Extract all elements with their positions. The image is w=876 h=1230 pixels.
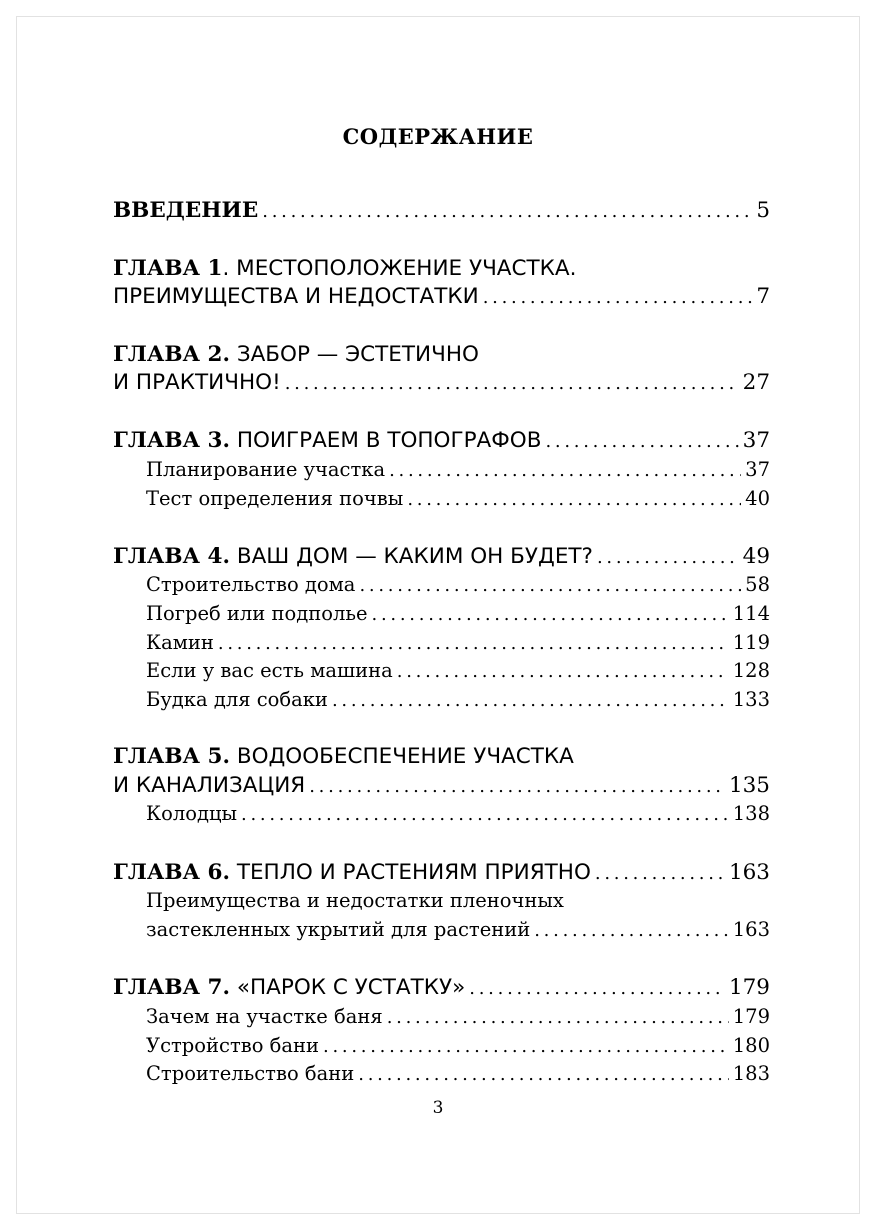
chapter-label: ГЛАВА 6.: [113, 860, 230, 885]
page-number: 135: [728, 773, 770, 798]
chapter-title: ВАШ ДОМ — КАКИМ ОН БУДЕТ?: [229, 544, 593, 569]
toc-subentry[interactable]: [146, 631, 770, 660]
subentry-title: Зачем на участке баня: [146, 1005, 383, 1028]
chapter-title: ВОДООБЕСПЕЧЕНИЕ УЧАСТКА: [229, 744, 574, 769]
page-number: 163: [728, 860, 770, 885]
chapter-label: ГЛАВА 1: [113, 256, 223, 281]
page-number: 49: [742, 544, 770, 569]
subentry-title: Устройство бани: [146, 1034, 320, 1057]
chapter-title: ЗАБОР — ЭСТЕТИЧНО: [229, 342, 479, 367]
chapter-title: «ПАРОК С УСТАТКУ»: [229, 975, 466, 1000]
dot-leader: [358, 1064, 729, 1085]
page-number: 163: [732, 918, 770, 941]
chapter-title: ПРЕИМУЩЕСТВА И НЕДОСТАТКИ: [113, 284, 479, 309]
page-number: 180: [732, 1034, 770, 1057]
page-folio: 3: [432, 1098, 444, 1118]
toc-entry-ch7[interactable]: [113, 975, 770, 1004]
toc-subentry[interactable]: [146, 487, 770, 516]
page-number: 119: [732, 631, 770, 654]
page-number: 183: [732, 1062, 770, 1085]
chapter-label: ГЛАВА 5.: [113, 744, 230, 769]
toc-subentry[interactable]: [146, 1005, 770, 1034]
dot-leader: [323, 1036, 729, 1057]
page-number: 58: [745, 573, 770, 596]
toc-entry-ch2[interactable]: [113, 370, 770, 399]
toc-entry-ch1[interactable]: [113, 284, 770, 313]
toc-subentry-line1[interactable]: Преимущества и недостатки пленочных: [146, 889, 564, 912]
page-number: 179: [728, 975, 770, 1000]
subentry-title: Строительство бани: [146, 1062, 355, 1085]
dot-leader: [595, 863, 725, 884]
toc-heading: СОДЕРЖАНИЕ: [342, 124, 534, 149]
toc-subentry[interactable]: [146, 1062, 770, 1091]
chapter-label: ГЛАВА 4.: [113, 544, 230, 569]
chapter-label: ГЛАВА 7.: [113, 975, 230, 1000]
dot-leader: [218, 633, 729, 654]
subentry-title: Колодцы: [146, 802, 238, 825]
toc-subentry[interactable]: [146, 458, 770, 487]
subentry-title: Будка для собаки: [146, 688, 328, 711]
subentry-title: Камин: [146, 631, 214, 654]
chapter-title: ПОИГРАЕМ В ТОПОГРАФОВ: [229, 428, 542, 453]
toc-entry-ch5[interactable]: [113, 773, 770, 802]
toc-subentry[interactable]: [146, 1034, 770, 1063]
toc-entry-ch5-line1[interactable]: [113, 744, 574, 769]
subentry-title: застекленных укрытий для растений: [146, 918, 531, 941]
toc-entry-ch1-line1[interactable]: [113, 256, 576, 281]
dot-leader: [534, 920, 729, 941]
chapter-title: И КАНАЛИЗАЦИЯ: [113, 773, 306, 798]
toc-subentry[interactable]: [146, 688, 770, 717]
page-number: 179: [732, 1005, 770, 1028]
dot-leader: [241, 804, 729, 825]
page-number: 114: [732, 602, 770, 625]
subentry-title: Строительство дома: [146, 573, 356, 596]
toc-entry-ch2-line1[interactable]: [113, 342, 479, 367]
toc-entry-ch6[interactable]: [113, 860, 770, 889]
page-number: 27: [742, 370, 770, 395]
dot-leader: [483, 287, 753, 308]
toc-entry-ch4[interactable]: [113, 544, 770, 573]
toc-subentry[interactable]: [146, 602, 770, 631]
toc-entry-intro[interactable]: [113, 198, 770, 227]
toc-subentry[interactable]: [146, 573, 770, 602]
chapter-title: ТЕПЛО И РАСТЕНИЯМ ПРИЯТНО: [229, 860, 591, 885]
page-number: 37: [745, 458, 770, 481]
dot-leader: [407, 489, 741, 510]
page-number: 138: [732, 802, 770, 825]
chapter-title: . МЕСТОПОЛОЖЕНИЕ УЧАСТКА.: [222, 256, 577, 281]
subentry-title: Планирование участка: [146, 458, 386, 481]
page-number: 40: [745, 487, 770, 510]
dot-leader: [545, 431, 738, 452]
dot-leader: [359, 575, 741, 596]
chapter-label: ГЛАВА 2.: [113, 342, 230, 367]
dot-leader: [262, 201, 752, 222]
page-number: 133: [732, 688, 770, 711]
chapter-title: И ПРАКТИЧНО!: [113, 370, 281, 395]
dot-leader: [469, 978, 725, 999]
dot-leader: [372, 604, 729, 625]
toc-subentry[interactable]: [146, 802, 770, 831]
page-number: 37: [742, 428, 770, 453]
dot-leader: [309, 776, 725, 797]
dot-leader: [332, 690, 729, 711]
subentry-title: Погреб или подполье: [146, 602, 368, 625]
page-number: 128: [732, 659, 770, 682]
chapter-label: ГЛАВА 3.: [113, 428, 230, 453]
toc-subentry[interactable]: [146, 659, 770, 688]
page-number: 7: [756, 284, 770, 309]
toc-subentry[interactable]: [146, 918, 770, 947]
dot-leader: [389, 460, 741, 481]
dot-leader: [397, 661, 729, 682]
subentry-title: Если у вас есть машина: [146, 659, 393, 682]
dot-leader: [387, 1007, 729, 1028]
dot-leader: [285, 373, 739, 394]
subentry-title: Тест определения почвы: [146, 487, 404, 510]
dot-leader: [597, 547, 739, 568]
entry-label: ВВЕДЕНИЕ: [113, 198, 259, 223]
page-number: 5: [756, 198, 770, 223]
toc-entry-ch3[interactable]: [113, 428, 770, 457]
